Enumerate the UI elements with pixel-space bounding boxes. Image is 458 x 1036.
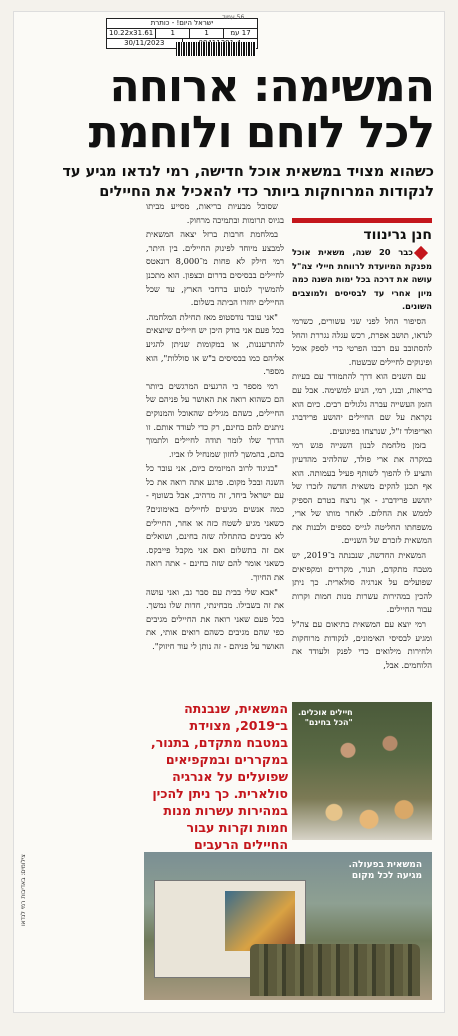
paragraph: הסיפור החל לפני שני עשורים, כשרמי לנדאו, תושב אפרת, רכש עגלה נגררת והחל להסתובב עם רכבו הפרטי כדי לספק אוכל ופינוקים לחיילים שבשטח. [292,315,432,367]
clip-col1: 1 [190,29,224,38]
clip-publication: ישראל היום! - כותרת [150,19,214,27]
clip-size: 10.22x31.61 [107,29,156,38]
paragraph: במלחמת חרבות ברזל יצאה המשאית למבצע מיוחד לפינוק החיילים. בין היתר, רמי חילק לא פחות מ־8,000 דונאטס לחיילים בבסיסים בדרום ובצפון. הוא מתכנן להמשיך לנסוע ברחבי הארץ, עד שכל החיילים יחזרו הביתה בשלום. [146,229,284,308]
clip-date: 30/11/2023 [107,39,183,48]
paragraph: "אני עובד נודסטופ מאז תחילת המלחמה. בכל פעם אני בודק היכן יש חיילים שיוצאים להתרעננות, או במקומות שניתן להגיע אליהם כמו בבסיסים ב"ש או סוללות", הוא מספר. [146,311,284,377]
headline-line-2: לכל לוחם ולוחמת [88,107,434,158]
byline: חנן גרינווד [292,218,432,243]
newspaper-clipping [14,12,444,1012]
photo-caption: חיילים אוכלים. "הכל בחינם" [298,708,353,727]
paragraph: "אבא שלי בבית עם סבר גב, ואני עושה את זה בשבילו. מבחינתי, חדות שלו נמשך. בכל פעם שאני רואה את החיילים מגיבים כפי שהם מגיבים כשהם רואים אותי, את האושר על פניהם - זה נותן לי עוד חיזוק". [146,586,284,651]
barcode-icon [176,42,256,56]
photo-caption: המשאית בפעולה. מגיעה לכל מקום [348,860,422,881]
paragraph: רמי יוצא עם המשאית בתיאום עם צה"ל ומגיע לבסיסי האימונים, לנקודות מרוחקות ולחירות מילואים כדי לפנק ולעודד את הלוחמים. אבל, [292,619,432,670]
soldiers-group [250,944,420,996]
photo-credit: צילומים: באדיבות רמי לנדאו [20,854,27,926]
paragraph: המשאית החדשה, שנבנתה ב־2019, יש מטבח מתקדם, תנור, מקררים ומקפיאים שפועלים על אנרגיה סולארית. כך ניתן להכין במהירות עשרות מנות חמות וקרות עבור החיילים. [292,550,432,615]
paragraph: רמי מספר כי הרגעים המרגשים ביותר הם כשהוא רואה את האושר על פניהם של החיילים, כשהם מגילים שהאוכל והמנוקים ניתנים להם בחינם, רק כדי לעודד אותם. זו הדרך שלו לומר תודה לחיילים ולתמוך בהם, בהמשך לחזון שמנחיל לו אביו. [146,380,284,459]
photo-food-truck [144,852,432,1000]
photo-soldiers-eating [292,702,432,840]
subheadline: כשהוא מצויד במשאית אוכל חדישה, רמי לנדאו מגיע עד לנקודות המרוחקות ביותר כדי להאכיל את החיילים [62,164,434,200]
paragraph: "בניגוד לרוב המיזמים כיום, אני עובר כל השנה ובכל מקום. פרגע אתה רואה את כל עם ישראל ביחד, זה מרהיב, אבל בשוטף - כמה אנשים מגיעים לחיילים באימונים? כשאני מגיע לשטח כזה או אחר, החיילים לא מבינים בהתחלה שזה בחינם, ושואלים אם זה בתשלום ואם אני מקבל פייבקס. כשאני אומר להם שזה בחינם - אתה רואה את החיוך. [146,463,284,583]
paragraph: בזמן מלחמת לבנון השנייה פגש רמי במקרה את ארי פולד, שהלהיב מהדעיון והציע לו להפוך לשותף פעיל בעמותה. הוא אף תכנן להקים משאית חדשה לזכרו של יהושע פרידברג - אך נרצח בטרם הספיק לממש את החלום. לאחר מותו של ארי, משפחתו החליטה לגייס כספים ולבנות את המשאית לזכרם של השניים. [292,440,432,546]
clip-col2: 1 [156,29,190,38]
article-column-left [146,200,284,655]
headline-line-1: המשימה: ארוחה [109,61,434,112]
clip-page: 17 עמ [230,29,251,37]
headline [24,61,434,158]
truck-graphic-panel [225,891,295,951]
pull-quote: המשאית, שנבנתה ב־2019, מצוידת במטבח מתקדם, בתנור, במקררים ובמקפיאים שפועלים על אנרגיה סולארית. כך ניתן להכין במהירות עשרות מנות חמות וקרות עבור החיילים הרעבים [150,701,288,852]
article-lead: כבר 20 שנה, משאית אוכל מפנקת המיועדת לרווחת חיילי צה"ל עושה את דרכה בכל ימות השנה כמה מיון אחרי עד לבסיסים ולמוצבים השונים. [292,247,432,312]
paragraph: שסובל מבעיות בריאות, מסייע מביתו בגיוס תרומות ובתמיכה מרחוק. [146,201,284,225]
article-column-right [292,246,432,673]
diamond-icon [414,245,428,259]
clip-number: 56 עמוד [222,14,245,21]
paragraph: עם השנים הוא דרך להתמודד עם בעיות בריאות, ובנו, רמי, הניע למשימה. אבל עם הזמן העשייה עברה גלגולים רבים. כיום הוא נקראת על שם החיילים יהושע פרידברג ואריפולד ז"ל, שנרצחו בפיגועים. [292,371,432,436]
